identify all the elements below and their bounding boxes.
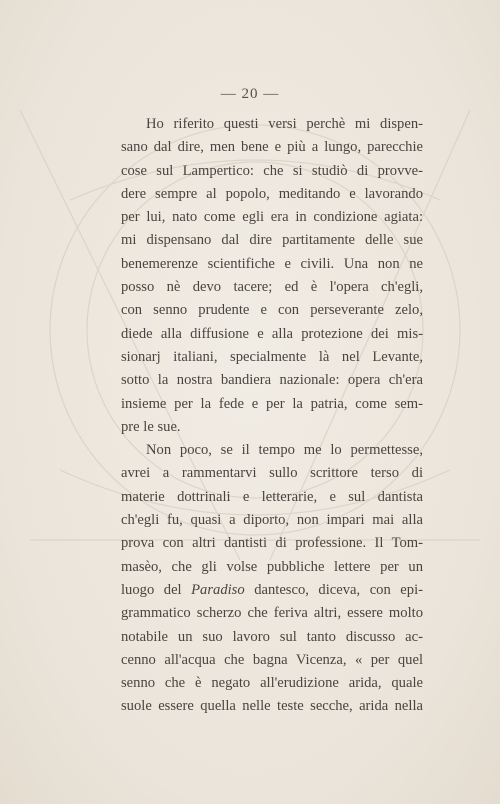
body-text — [121, 113, 423, 719]
text-line: ch'egli fu, quasi a diporto, non impari mai alla — [121, 512, 423, 529]
text-line: grammatico scherzo che feriva altri, essere molto — [121, 605, 423, 622]
text-line: insieme per la fede e per la patria, come sem- — [121, 395, 423, 412]
text-line: senno che è negato all'erudizione arida, quale — [121, 675, 423, 692]
text-line: per lui, nato come egli era in condizione agiata: — [121, 209, 423, 226]
text-line: suole essere quella nelle teste secche, arida nella — [121, 698, 423, 715]
text-line: sotto la nostra bandiera nazionale: opera ch'era — [121, 372, 423, 389]
text-line: posso nè devo tacere; ed è l'opera ch'egli, — [121, 279, 423, 296]
text-line: cenno all'acqua che bagna Vicenza, « per quel — [121, 651, 423, 668]
text-line: benemerenze scientifiche e civili. Una non ne — [121, 255, 423, 272]
page-number: — 20 — — [220, 86, 280, 102]
text-line: dere sempre al popolo, meditando e lavorando — [121, 185, 423, 202]
book-title-italic: Paradiso — [191, 581, 245, 598]
text-line: materie dottrinali e letterarie, e sul dantista — [121, 488, 423, 505]
text-line: cose sul Lampertico: che si studiò di provve- — [121, 162, 423, 179]
text-line: con senno prudente e con perseverante zelo, — [121, 302, 423, 319]
text-line: sano dal dire, men bene e più a lungo, parecchie — [121, 139, 423, 156]
text-line: avrei a rammentarvi sullo scrittore terso di — [121, 465, 423, 482]
text-line: pre le sue. — [121, 418, 181, 435]
text-line: Ho riferito questi versi perchè mi dispen- — [146, 116, 423, 132]
text-line: sionarj italiani, specialmente là nel Levante, — [121, 348, 423, 365]
text-line: prova con altri dantisti di professione. Il Tom- — [121, 535, 423, 552]
text-line: Non poco, se il tempo me lo permettesse, — [146, 442, 423, 459]
text-line: luogo del Paradiso dantesco, diceva, con epi- — [121, 581, 423, 598]
text-line: masèo, che gli volse pubbliche lettere per un — [121, 558, 423, 575]
text-line: mi dispensano dal dire partitamente delle sue — [121, 232, 423, 249]
text-line: notabile un suo lavoro sul tanto discusso ac- — [121, 628, 423, 645]
paragraph-1 — [121, 113, 423, 439]
text-line: diede alla diffusione e alla protezione dei mis- — [121, 325, 423, 342]
paragraph-2 — [121, 439, 423, 719]
